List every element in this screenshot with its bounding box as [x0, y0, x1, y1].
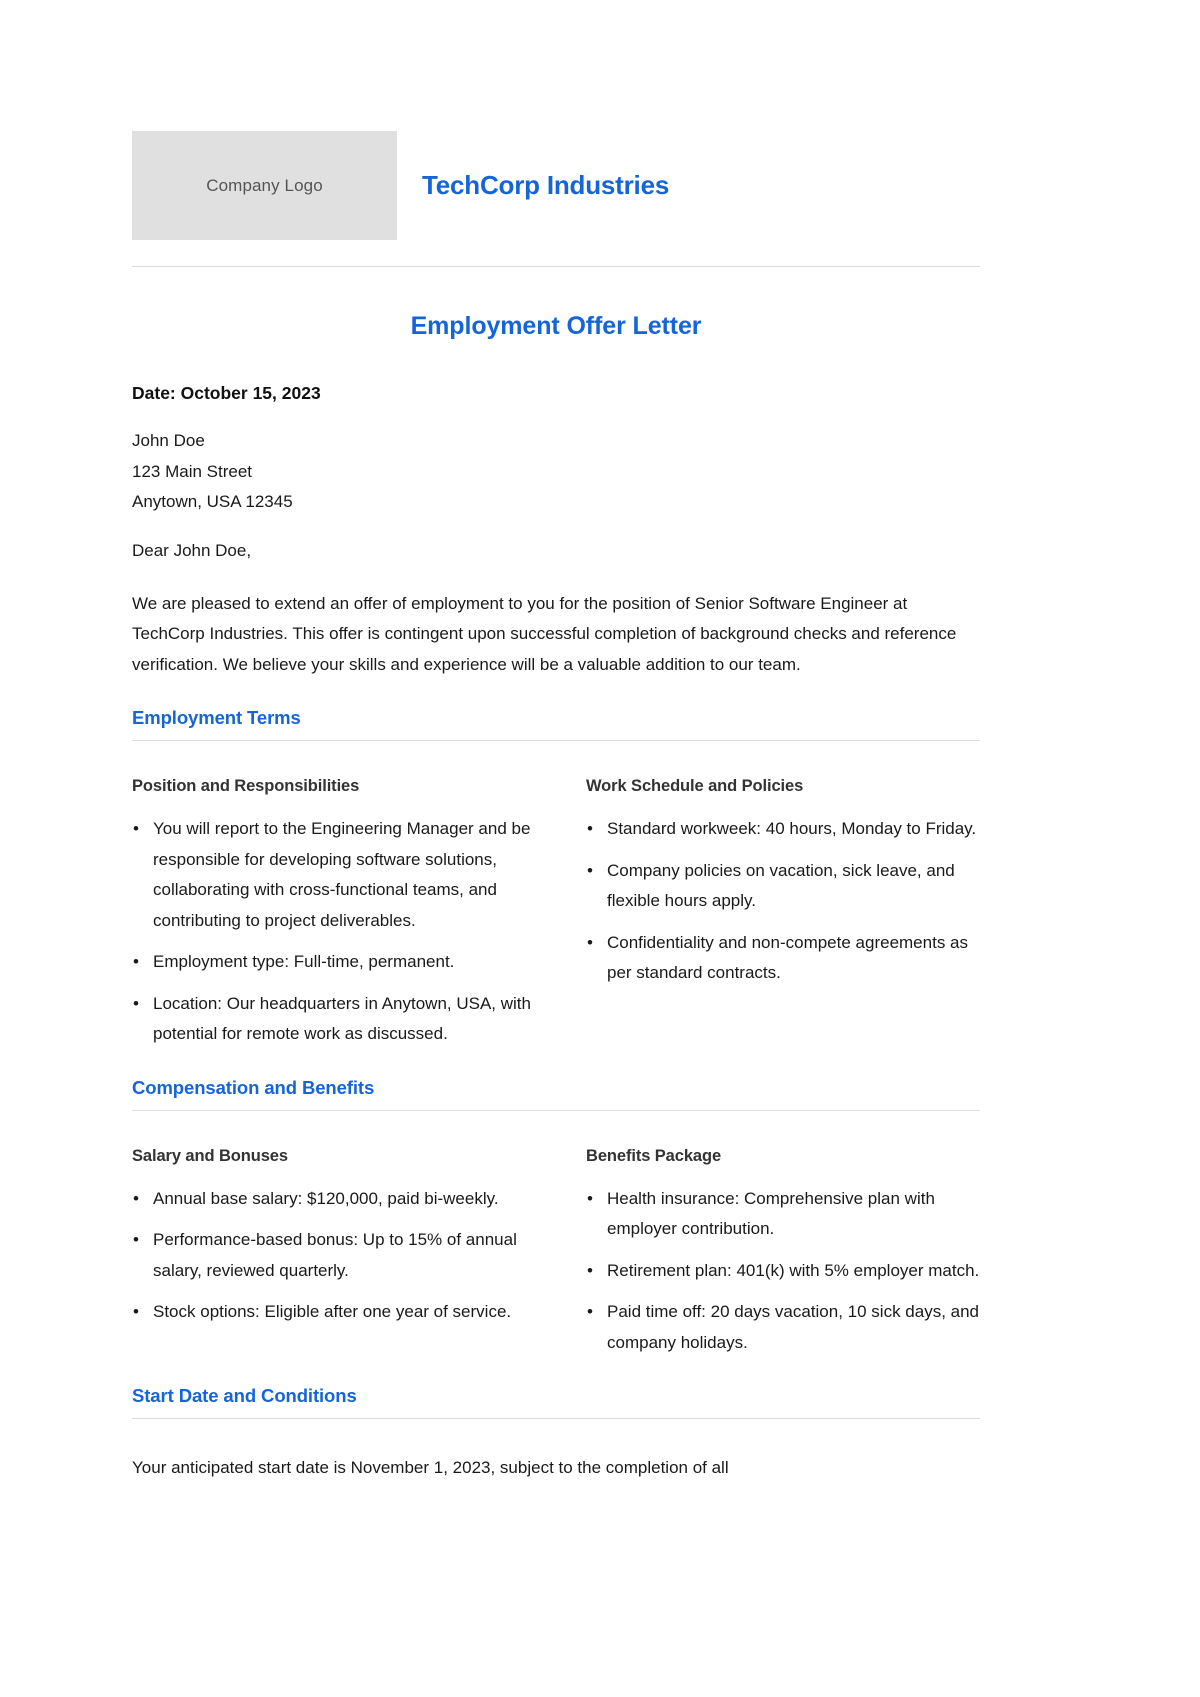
column-work-schedule-policies — [556, 777, 980, 1050]
section-heading: Employment Terms — [132, 707, 980, 741]
company-logo-label: Company Logo — [206, 175, 323, 195]
list-item: • Paid time off: 20 days vacation, 10 sick days, and company holidays. — [607, 1297, 980, 1358]
list-item: • Location: Our headquarters in Anytown, USA, with potential for remote work as discussed. — [153, 989, 556, 1050]
column-heading: Position and Responsibilities — [132, 777, 360, 795]
recipient-name: John Doe — [132, 431, 205, 450]
bullet-list — [586, 814, 980, 989]
start-date-paragraph: Your anticipated start date is November 1, 2023, subject to the completion of all — [132, 1458, 729, 1477]
list-item: • Employment type: Full-time, permanent. — [153, 947, 556, 978]
column-salary-bonuses — [132, 1147, 556, 1359]
list-item: • Standard workweek: 40 hours, Monday to Friday. — [607, 814, 980, 845]
column-benefits-package — [556, 1147, 980, 1359]
bullet-list — [132, 1184, 556, 1328]
list-item: • You will report to the Engineering Manager and be responsible for developing software solutions, collaborating with cross-functional teams, and contributing to project deliverables. — [153, 814, 556, 936]
section-start-date-conditions — [132, 1385, 980, 1484]
bullet-list — [132, 814, 556, 1050]
column-heading: Salary and Bonuses — [132, 1146, 288, 1165]
section-compensation-benefits — [132, 1077, 980, 1359]
list-item: • Health insurance: Comprehensive plan with employer contribution. — [607, 1184, 980, 1245]
column-heading: Work Schedule and Policies — [586, 777, 804, 795]
section-heading: Start Date and Conditions — [132, 1385, 980, 1419]
page-title: Employment Offer Letter — [410, 312, 702, 340]
list-item: • Stock options: Eligible after one year of service. — [153, 1297, 556, 1328]
recipient-city-state-zip: Anytown, USA 12345 — [132, 492, 293, 511]
list-item: • Annual base salary: $120,000, paid bi-weekly. — [153, 1184, 556, 1215]
bullet-list — [586, 1184, 980, 1359]
section-employment-terms — [132, 707, 980, 1050]
section-columns — [132, 777, 980, 1050]
intro-paragraph: We are pleased to extend an offer of employment to you for the position of Senior Software Engineer at TechCorp Industries. This offer is contingent upon successful completion of background checks and reference verification. We believe your skills and experience will be a valuable addition to our team. — [132, 593, 957, 674]
salutation: Dear John Doe, — [132, 540, 252, 560]
recipient-address — [132, 426, 980, 518]
section-heading: Compensation and Benefits — [132, 1077, 980, 1111]
list-item: • Confidentiality and non-compete agreements as per standard contracts. — [607, 928, 980, 989]
list-item: • Retirement plan: 401(k) with 5% employer match. — [607, 1256, 980, 1287]
list-item: • Performance-based bonus: Up to 15% of annual salary, reviewed quarterly. — [153, 1225, 556, 1286]
letterhead — [132, 131, 980, 267]
company-name: TechCorp Industries — [422, 170, 670, 200]
letter-date: Date: October 15, 2023 — [132, 383, 321, 403]
recipient-street: 123 Main Street — [132, 461, 253, 481]
column-heading: Benefits Package — [586, 1146, 722, 1165]
column-position-responsibilities — [132, 777, 556, 1050]
company-logo-placeholder — [132, 131, 397, 240]
section-columns — [132, 1147, 980, 1359]
list-item: • Company policies on vacation, sick leave, and flexible hours apply. — [607, 856, 980, 917]
